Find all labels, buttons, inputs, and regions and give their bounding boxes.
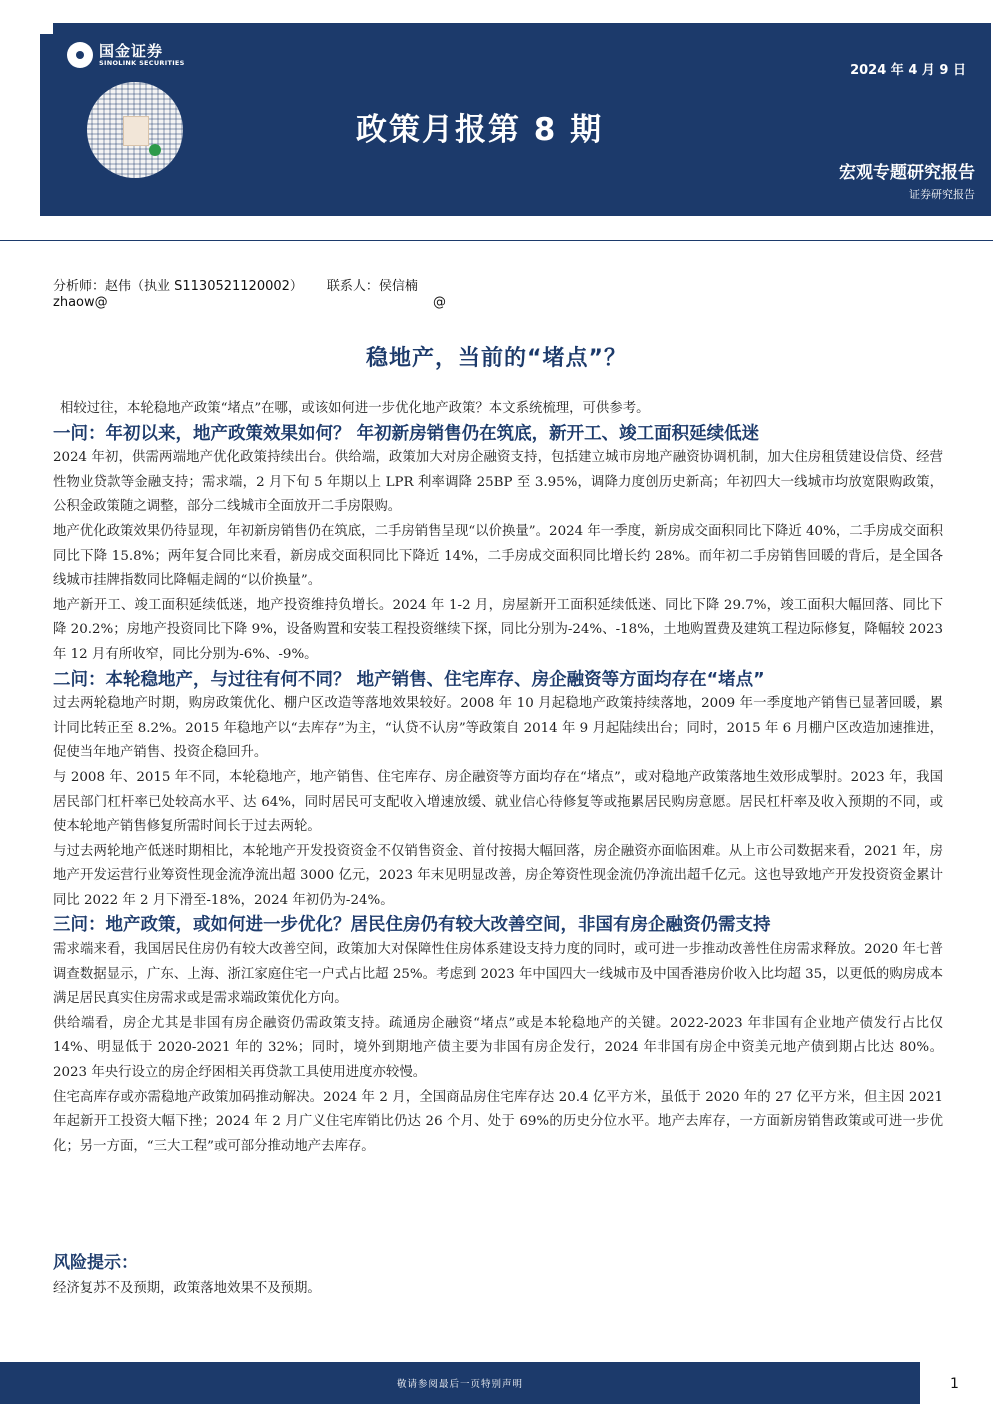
paragraph: 地产新开工、竣工面积延续低迷，地产投资维持负增长。2024 年 1-2 月，房屋新开工面积延续低迷、同比下降 29.7%，竣工面积大幅回落、同比下降 20.2%；房地产投资同比下降 9%，设备购置和安装工程投资继续下探，同比分别为-24%、-18%，土地购置费及建筑工程边际修复，降幅较 2023 年 12 月有所收窄，同比分别为-6%、-9%。 <box>53 597 943 662</box>
risk-heading: 风险提示： <box>53 1253 138 1273</box>
author-line <box>53 275 418 294</box>
report-type: 宏观专题研究报告 <box>839 163 975 183</box>
header-divider <box>0 240 993 241</box>
paragraph: 与 2008 年、2015 年不同，本轮稳地产，地产销售、住宅库存、房企融资等方面均存在“堵点”，或对稳地产政策落地生效形成掣肘。2023 年，我国居民部门杠杆率已处较高水平、达 64%，同时居民可支配收入增速放缓、就业信心待修复等或拖累居民购房意愿。居民杠杆率及收入预期的不同，或使本轮地产销售修复所需时间长于过去两轮。 <box>53 769 943 835</box>
contact-info: 联系人：侯信楠 <box>326 279 418 294</box>
report-subtype: 证券研究报告 <box>909 188 975 201</box>
section-heading-q3: 三问：地产政策，或如何进一步优化？居民住房仍有较大改善空间，非国有房企融资仍需支持 <box>53 915 771 936</box>
qr-center-logo-icon <box>123 116 149 146</box>
email-line <box>53 295 446 310</box>
report-title: 政策月报第 8 期 <box>356 112 604 148</box>
footer-disclaimer-link[interactable]: 敬请参阅最后一页特别声明 <box>396 1379 523 1390</box>
report-headline: 稳地产，当前的“堵点”？ <box>366 346 627 371</box>
mini-program-icon <box>149 144 161 156</box>
qr-code-icon <box>87 82 183 178</box>
paragraph: 与过去两轮地产低迷时期相比，本轮地产开发投资资金不仅销售资金、首付按揭大幅回落，房企融资亦面临困难。从上市公司数据来看，2021 年，房地产开发运营行业筹资性现金流净流出超 3000 亿元，2023 年末见明显改善，房企筹资性现金流仍净流出超千亿元。这也导致地产开发投资资金累计同比 2022 年 2 月下滑至-18%，2024 年初仍为-24%。 <box>53 843 943 908</box>
intro-paragraph: 相较过往，本轮稳地产政策“堵点”在哪，或该如何进一步优化地产政策？本文系统梳理，可供参考。 <box>60 401 650 416</box>
report-body <box>53 397 943 1159</box>
paragraph: 地产优化政策效果仍待显现，年初新房销售仍在筑底，二手房销售呈现“以价换量”。2024 年一季度，新房成交面积同比下降近 40%，二手房成交面积同比下降 15.8%；两年复合同比来看，新房成交面积同比下降近 14%，二手房成交面积同比增长约 28%。而年初二手房销售回暖的背后，是全国各线城市挂牌指数同比降幅走阔的“以价换量”。 <box>53 523 943 589</box>
report-date: 2024 年 4 月 9 日 <box>850 63 966 78</box>
page-number: 1 <box>950 1376 959 1392</box>
header-banner-edge <box>40 34 54 216</box>
brand-name-cn: 国金证券 <box>99 42 164 60</box>
brand-text <box>99 43 185 67</box>
paragraph: 供给端看，房企尤其是非国有房企融资仍需政策支持。疏通房企融资“堵点”或是本轮稳地产的关键。2022-2023 年非国有企业地产债发行占比仅 14%、明显低于 2020-2021 年的 32%；同时，境外到期地产债主要为非国有房企发行，2024 年非国有房企中资美元地产债到期占比达 80%。2023 年央行设立的房企纾困相关再贷款工具使用进度亦较慢。 <box>53 1015 943 1081</box>
brand-name-en: SINOLINK SECURITIES <box>99 59 185 67</box>
logo-mark-icon <box>67 42 93 68</box>
analyst-email[interactable]: zhaow@ <box>53 295 108 310</box>
section-heading-q2: 二问：本轮稳地产，与过往有何不同？ 地产销售、住宅库存、房企融资等方面均存在“堵点” <box>53 669 765 690</box>
section-heading-q1: 一问：年初以来，地产政策效果如何？ 年初新房销售仍在筑底，新开工、竣工面积延续低迷 <box>53 423 760 444</box>
paragraph: 过去两轮稳地产时期，购房政策优化、棚户区改造等落地效果较好。2008 年 10 月起稳地产政策持续落地，2009 年一季度地产销售已显著回暖，累计同比转正至 8.2%。2015 年稳地产以“去库存”为主，“认贷不认房”等政策自 2014 年 9 月起陆续出台；同时，2015 年 6 月棚户区改造加速推进，促使当年地产销售、投资企稳回升。 <box>53 696 943 761</box>
paragraph: 2024 年初，供需两端地产优化政策持续出台。供给端，政策加大对房企融资支持，包括建立城市房地产融资协调机制，加大住房租赁建设信贷、经营性物业贷款等金融支持；需求端，2 月下旬 5 年期以上 LPR 利率调降 25BP 至 3.95%，调降力度创历史新高；年初四大一线城市均放宽限购政策，公积金政策随之调整，部分二线城市全面放开二手房限购。 <box>53 450 943 515</box>
brand-logo <box>67 42 185 68</box>
paragraph: 需求端来看，我国居民住房仍有较大改善空间，政策加大对保障性住房体系建设支持力度的同时，或可进一步推动改善性住房需求释放。2020 年七普调查数据显示，广东、上海、浙江家庭住宅一户式占比超 25%。考虑到 2023 年中国四大一线城市及中国香港房价收入比均超 35，以更低的购房成本满足居民真实住房需求或是需求端政策优化方向。 <box>53 942 943 1007</box>
risk-text: 经济复苏不及预期，政策落地效果不及预期。 <box>53 1281 321 1296</box>
contact-email[interactable]: @ <box>433 295 446 310</box>
analyst-info: 分析师：赵伟（执业 S1130521120002） <box>53 279 303 294</box>
paragraph: 住宅高库存或亦需稳地产政策加码推动解决。2024 年 2 月，全国商品房住宅库存达 20.4 亿平方米，虽低于 2020 年的 27 亿平方米，但主因 2021 年起新开工投资大幅下挫；2024 年 2 月广义住宅库销比仍达 26 个月、处于 69%的历史分位水平。地产去库存，一方面新房销售政策或可进一步优化；另一方面，“三大工程”或可部分推动地产去库存。 <box>53 1089 943 1154</box>
